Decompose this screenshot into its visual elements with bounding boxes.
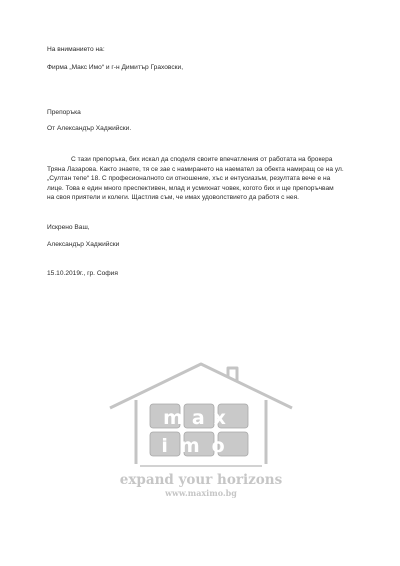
body-line: С тази препоръка, бих искал да споделя своите впечатления от работата на брокера	[71, 156, 333, 163]
logo-word-top: max	[163, 407, 235, 429]
body-line: „Султан тепе“ 18. С професионалното си отношение, хъс и ентусиазъм, резултата вече е на	[47, 175, 331, 183]
recipient-line: Фирма „Макс Имо“ и г-н Димитър Граховски,	[47, 64, 184, 71]
logo-word-bottom: imo	[161, 435, 237, 457]
max-imo-watermark-logo	[96, 360, 306, 540]
logo-tagline: expand your horizons	[119, 472, 283, 488]
subject-line: Препоръка	[47, 109, 81, 116]
body-line: Тряна Лазарова. Както знаете, тя се зае с намирането на наемател за обекта намиращ се на ул.	[47, 165, 344, 173]
signature-name: Александър Хаджийски	[47, 241, 120, 248]
attention-line: На вниманието на:	[47, 46, 105, 53]
body-line: лице. Това е един много преспективен, млад и усмихнат човек, когото бих и ще препоръчвам	[47, 184, 334, 192]
body-line: на своя приятели и колеги. Щастлив съм, че имах удоволствието да работя с нея.	[47, 194, 299, 202]
from-line: От Александър Хаджийски.	[47, 125, 132, 132]
body-paragraph	[47, 155, 359, 203]
closing-line: Искрено Ваш,	[47, 224, 90, 231]
date-place-line: 15.10.2019г., гр. София	[47, 270, 118, 277]
logo-website: www.maximo.bg	[165, 488, 237, 498]
